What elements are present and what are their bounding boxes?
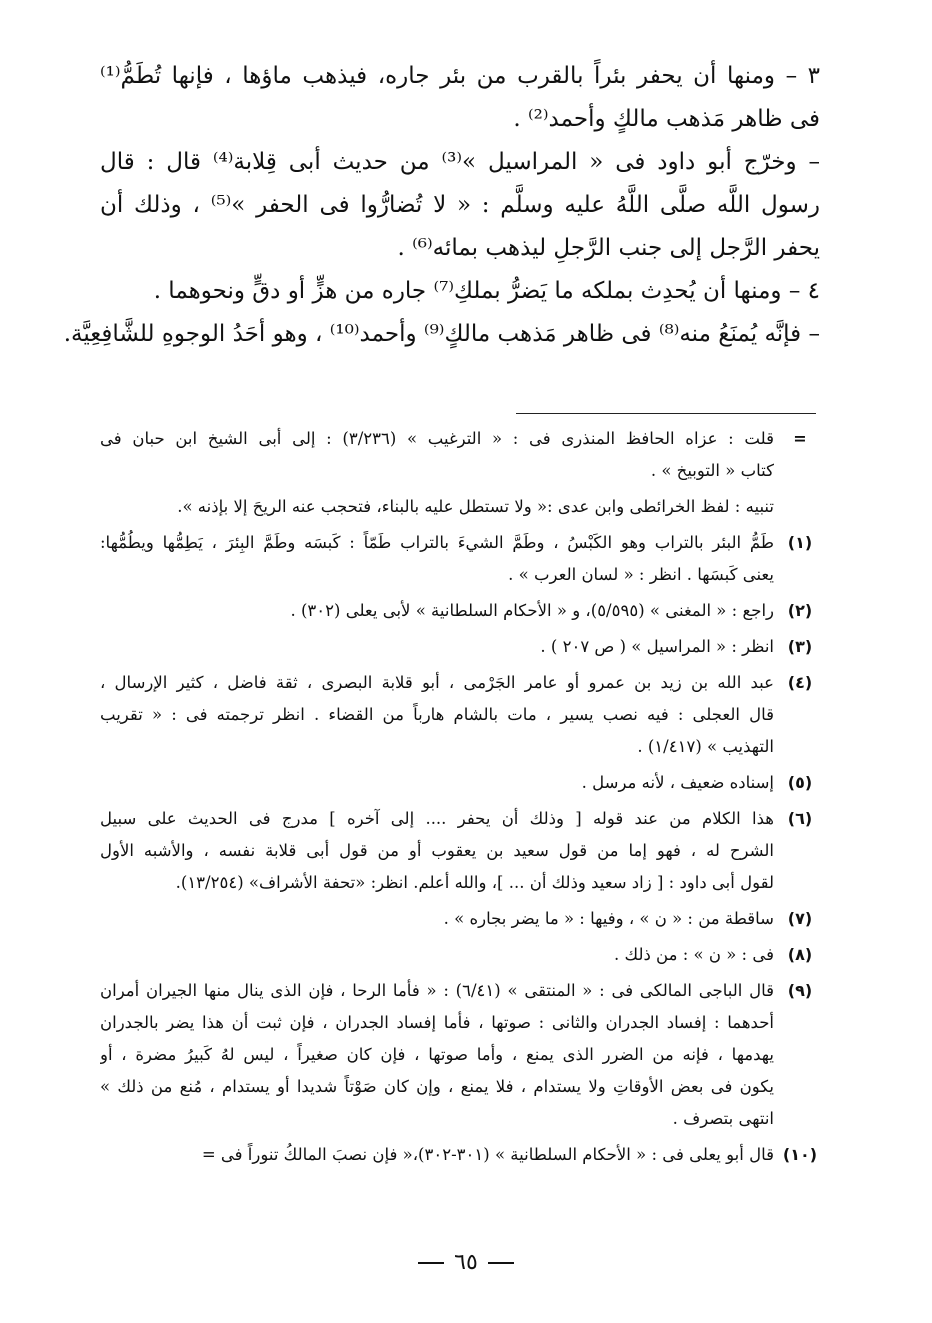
footnote bbox=[100, 803, 816, 899]
footnote-number: (٣) bbox=[787, 637, 813, 656]
footnote bbox=[100, 595, 816, 627]
footnote-line: فى : « ن » : من ذلك . bbox=[614, 945, 774, 964]
footnote-number: (٦) bbox=[787, 809, 813, 828]
footnote-line: يهدمها ، فإنه من الضرر الذى يمنع ، وأما صوتها ، فإن كان صغيراً ، ليس لهُ كَبيرُ مضرة ، أو bbox=[100, 1045, 774, 1064]
main-text-line: يحفر الرَّجل إلى جنب الرَّجلِ ليذهب بمائه⁽⁶⁾ . bbox=[397, 235, 820, 261]
footnote bbox=[100, 423, 816, 487]
footnote-number: (١) bbox=[787, 533, 813, 552]
main-text-line: ٤ – ومنها أن يُحدِث بملكه ما يَضرُّ بملكِ⁽⁷⁾ جاره من هزٍّ أو دقٍّ ونحوهما . bbox=[153, 278, 820, 304]
page-number-text: ٦٥ bbox=[454, 1250, 478, 1275]
footnote-line: عبد الله بن زيد بن عمرو أو عامر الجَرْمى ، أبو قلابة البصرى ، ثقة فاضل ، كثير الإرسال ، bbox=[100, 673, 774, 692]
footnote bbox=[100, 975, 816, 1135]
footnote-line: التهذيب » (١/٤١٧) . bbox=[637, 737, 774, 756]
footnote-line: إسناده ضعيف ، لأنه مرسل . bbox=[581, 773, 774, 792]
footnote-line: قال الباجى المالكى فى : « المنتقى » (٦/٤١) : « فأما الرحا ، فإن الذى ينال منها الجيران أمران bbox=[100, 981, 774, 1000]
footnote-line: هذا الكلام من عند قوله [ وذلك أن يحفر .... إلى آخره ] مدرج فى الحديث على سبيل bbox=[100, 809, 774, 828]
main-text-line: فى ظاهر مَذهب مالكٍ وأحمد⁽²⁾ . bbox=[513, 106, 820, 132]
footnote-line: يكون فى بعض الأوقاتِ ولا يستدام ، فلا يمنع ، وإن كان صَوْتاً شديدا أو يستدام ، مُنع من ذلك » bbox=[100, 1077, 774, 1096]
main-text-line: – فإنَّه يُمنَعُ منه⁽⁸⁾ فى ظاهر مَذهب مالكٍ⁽⁹⁾ وأحمد⁽¹⁰⁾ ، وهو أحَدُ الوجوهِ للشَّافِعِيَّة. bbox=[63, 321, 820, 347]
footnote-divider bbox=[516, 413, 816, 414]
footnote bbox=[100, 667, 816, 763]
footnote-number: (٤) bbox=[787, 673, 813, 692]
footnote-line: طَمُّ البئر بالتراب وهو الكَبْسُ ، وطَمَّ الشيءَ بالتراب طَمّاً : كَبسَه وطَمَّ البِئرَ ، يَطِمُّها ويطُمُّها: bbox=[100, 533, 774, 552]
footnote-line: قال أبو يعلى فى : « الأحكام السلطانية » (٣٠١-٣٠٢)،« فإن نصبَ المالكُ تنوراً فى = bbox=[201, 1145, 774, 1164]
footnote-line: لقول أبى داود : [ زاد سعيد وذلك أن ... ]، والله أعلم. انظر: «تحفة الأشراف» (١٣/٢٥٤). bbox=[175, 873, 774, 892]
main-text bbox=[63, 55, 821, 356]
footnote-number: (٢) bbox=[787, 601, 813, 620]
footnote bbox=[100, 767, 816, 799]
footnote-number: (٩) bbox=[787, 981, 813, 1000]
footnote bbox=[100, 1139, 816, 1171]
footnote-number: (١٠) bbox=[782, 1145, 818, 1164]
main-text-line: – وخرّج أبو داود فى « المراسيل »⁽³⁾ من حديث أبى قِلابة⁽⁴⁾ قال : قال bbox=[100, 149, 821, 175]
footnote-number: (٥) bbox=[787, 773, 813, 792]
footnotes bbox=[100, 423, 816, 1175]
footnote bbox=[100, 491, 816, 523]
footnote-line: راجع : « المغنى » (٥/٥٩٥)، و « الأحكام السلطانية » لأبى يعلى (٣٠٢) . bbox=[290, 601, 774, 620]
footnote-line: تنبيه : لفظ الخرائطى وابن عدى :« ولا تستطل عليه بالبناء، فتحجب عنه الريحَ إلا بإذنه ». bbox=[177, 497, 774, 516]
footnote-line: قال العجلى : فيه نصب يسير ، مات بالشام هارباً من القضاء . انظر ترجمته فى : « تقريب bbox=[100, 705, 774, 724]
footnote bbox=[100, 631, 816, 663]
footnote-line: انظر : « المراسيل » ( ص ٢٠٧ ) . bbox=[540, 637, 774, 656]
page-number-dash bbox=[418, 1262, 444, 1264]
footnote-line: انتهى بتصرف . bbox=[672, 1109, 774, 1128]
footnote-number: (٧) bbox=[787, 909, 813, 928]
footnote bbox=[100, 527, 816, 591]
footnote-line: أحدهما : إفساد الجدران والثانى : صوتها ، فأما إفساد الجدران ، فإن ثبت أن هذا يضر بالجدران bbox=[100, 1013, 774, 1032]
footnote-line: الشرح له ، فهو إما من قول سعيد بن يعقوب أو من قول أبى قلابة نفسه ، والأشبه الأول bbox=[100, 841, 774, 860]
footnote bbox=[100, 939, 816, 971]
footnote bbox=[100, 903, 816, 935]
footnote-line: يعنى كَبسَها . انظر : « لسان العرب » . bbox=[508, 565, 774, 584]
main-text-line: ٣ – ومنها أن يحفر بئراً بالقرب من بئر جاره، فيذهب ماؤها ، فإنها تُطَمُّ⁽¹⁾ bbox=[100, 63, 820, 89]
page-number bbox=[0, 1250, 932, 1275]
footnote-number: (٨) bbox=[787, 945, 813, 964]
footnote-line: قلت : عزاه الحافظ المنذرى فى : « الترغيب » (٣/٢٣٦) : إلى أبى الشيخ ابن حبان فى bbox=[100, 429, 774, 448]
footnote-line: كتاب « التوبيخ » . bbox=[650, 461, 774, 480]
footnote-number: = bbox=[793, 429, 807, 448]
page-number-dash bbox=[488, 1262, 514, 1264]
footnote-line: ساقطة من : « ن » ، وفيها : « ما يضر بجاره » . bbox=[443, 909, 774, 928]
main-text-line: رسول اللَّه صلَّى اللَّهُ عليه وسلَّم : « لا تُضارُّوا فى الحفر »⁽⁵⁾ ، وذلك أن bbox=[100, 192, 821, 218]
